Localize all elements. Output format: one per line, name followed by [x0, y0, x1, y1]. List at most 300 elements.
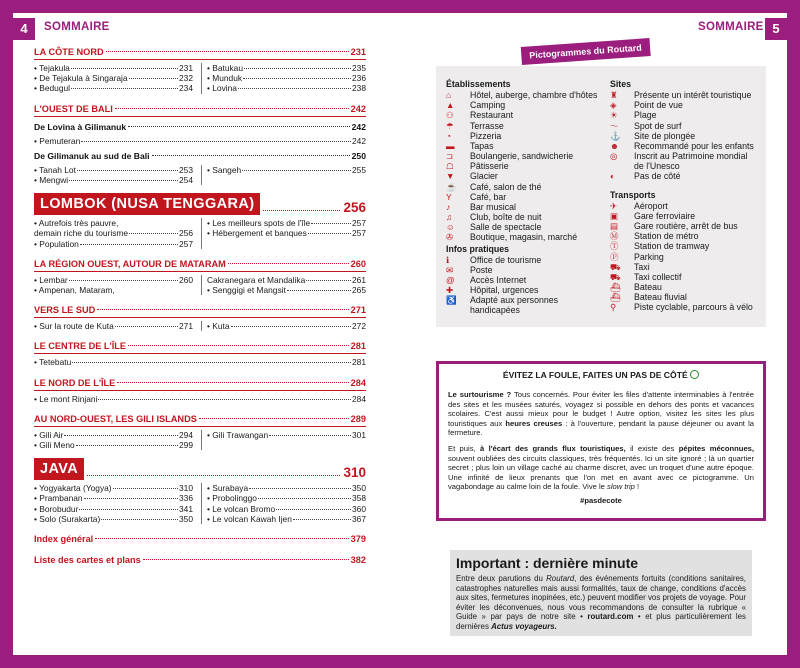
toc-entry-label: • Ampenan, Mataram,: [34, 285, 115, 296]
entry-columns: [34, 483, 366, 524]
legend-row: [610, 151, 770, 161]
pictogram-icon: ☻: [610, 140, 619, 151]
legend-label: Piste cyclable, parcours à vélo: [634, 302, 753, 313]
toc-entry-page: 254: [179, 175, 193, 186]
important-title: Important : dernière minute: [456, 555, 639, 571]
pas-de-cote-icon: [690, 370, 699, 379]
dot-leader: [128, 126, 349, 127]
legend-label: Salle de spectacle: [470, 222, 542, 233]
toc-entry-page: 350: [179, 513, 193, 524]
avoid-crowds-paragraph-2: Et puis, à l'écart des grands flux touristiques, il existe des pépites méconnues, souvent oubliées des circuits classiques, très fréquentés. Ici un site ignoré ; là un quartier secret ; plus loin un village caché au charme discret, avec un troquet d'une autre époque. Une infinité de lieux prenants que l'on met en avant avec ce pictogramme. Un vagabondage au calme loin de la foule. Vive le slow trip !: [448, 444, 755, 492]
toc-entry[interactable]: [34, 493, 193, 503]
legend-row: [446, 121, 610, 131]
legend-row: [610, 121, 770, 131]
toc-entry[interactable]: [207, 321, 366, 331]
toc-entry-label: • Mengwi: [34, 175, 69, 186]
legend-row: [446, 141, 610, 151]
heading-page: 281: [350, 341, 366, 352]
legend-row: [446, 265, 610, 275]
pictogram-icon: Ⓟ: [610, 251, 619, 262]
entry-column: [201, 321, 366, 331]
top-border: [400, 0, 800, 13]
heading-label: LA RÉGION OUEST, AUTOUR DE MATARAM: [34, 258, 226, 269]
left-border: [0, 0, 13, 668]
entry-column: [201, 483, 366, 524]
toc-entry[interactable]: [207, 493, 366, 503]
legend-row: [610, 292, 770, 302]
toc-entry[interactable]: [34, 321, 193, 331]
legend-row: [446, 161, 610, 171]
dot-leader: [106, 51, 349, 52]
pictogram-icon: ▲: [446, 100, 455, 111]
legend-label: de l'Unesco: [634, 161, 680, 172]
pictogram-icon: ♪: [446, 201, 451, 212]
toc-entry[interactable]: [207, 430, 366, 440]
pictogram-icon: ⛟: [610, 271, 621, 282]
legend-label: Gare ferroviaire: [634, 210, 696, 221]
pictogram-icon: Ⓣ: [610, 241, 619, 252]
toc-entry-page: 271: [179, 321, 193, 332]
dot-leader: [258, 498, 351, 499]
dot-leader: [84, 498, 178, 499]
toc-entry[interactable]: [34, 514, 193, 524]
toc-entry-label: Cakranegara et Mandalika: [207, 274, 306, 285]
toc-entry-page: 301: [352, 429, 366, 440]
legend-row: [610, 221, 770, 231]
pictogram-icon: ◔: [446, 130, 452, 141]
heading-label: De Gilimanuk au sud de Bali: [34, 150, 150, 161]
toc-entry-label: • Gili Meno: [34, 440, 75, 451]
toc-entry-label: • Lovina: [207, 83, 237, 94]
toc-entry[interactable]: [207, 218, 366, 228]
toc-entry-label: • Tetebatu: [34, 357, 72, 368]
toc-entry[interactable]: [34, 357, 366, 367]
toc-entry-page: 358: [352, 493, 366, 504]
dot-leader: [115, 326, 178, 327]
toc-entry-page: 310: [179, 483, 193, 494]
legend-row: [446, 295, 610, 305]
dot-leader: [293, 519, 351, 520]
pictogram-legend: [446, 79, 770, 316]
toc-entry-label: • Sur la route de Kuta: [34, 321, 114, 332]
legend-row: [610, 272, 770, 282]
pictogram-icon: ⛴: [610, 292, 621, 303]
pictogram-icon: ☺: [446, 222, 455, 233]
legend-row: [446, 90, 610, 100]
legend-label: Adapté aux personnes: [470, 295, 559, 306]
dot-leader: [199, 418, 349, 419]
heading-page: 284: [350, 377, 366, 388]
legend-row: [610, 141, 770, 151]
legend-row: [610, 100, 770, 110]
pictogram-icon: Y: [446, 191, 452, 202]
legend-label: Taxi: [634, 261, 650, 272]
section-rule: [34, 59, 366, 60]
pictogram-icon: ⚓: [610, 130, 621, 141]
toc-entry-label: • Prambanan: [34, 493, 83, 504]
toc-entry-label: • Gili Air: [34, 429, 64, 440]
toc-entry-page: 238: [352, 83, 366, 94]
toc-entry-label: • Le volcan Bromo: [207, 503, 276, 514]
toc-entry[interactable]: [34, 430, 193, 440]
toc-entry[interactable]: [34, 275, 193, 285]
toc-entry-page: 284: [352, 393, 366, 404]
pictogram-icon: ▬: [446, 140, 455, 151]
toc-entry[interactable]: [34, 504, 193, 514]
legend-row: [610, 241, 770, 251]
toc-entry[interactable]: [207, 514, 366, 524]
dot-leader: [101, 519, 178, 520]
legend-row: [610, 110, 770, 120]
toc-entry-label: • Surabaya: [207, 483, 249, 494]
pictogram-icon: ◐: [610, 171, 616, 182]
pictogram-icon: ☂: [446, 120, 454, 131]
legend-label: Point de vue: [634, 100, 683, 111]
avoid-crowds-box: [436, 361, 766, 521]
toc-entry[interactable]: [34, 165, 193, 175]
toc-entry[interactable]: [34, 63, 193, 73]
toc-entry-page: 261: [352, 274, 366, 285]
legend-label: Poste: [470, 264, 493, 275]
entry-column: [201, 63, 366, 94]
toc-entry[interactable]: [207, 483, 366, 493]
toc-entry-label: • Gili Trawangan: [207, 429, 269, 440]
table-of-contents: [34, 44, 366, 566]
important-text: Entre deux parutions du Routard, des événements fortuits (conditions sanitaires, catastrophes naturelles mais aussi formalités, taux de change, conditions d'accès aux sites, fermetures inopinées, etc.) peuvent modifier vos projets de voyage. Pour éviter les déconvenues, nous vous recommandons de consulter la rubrique « Guide » par pays de notre site • routard.com • et plus particulièrement les dernières Actus voyageurs.: [456, 574, 746, 631]
legend-label: Aéroport: [634, 200, 668, 211]
region-title-page: 310: [343, 465, 366, 481]
legend-row: [610, 302, 770, 312]
dot-leader: [71, 68, 178, 69]
toc-entry-page: 255: [352, 164, 366, 175]
toc-entry-page: 234: [179, 83, 193, 94]
legend-column-left: [446, 79, 610, 316]
heading-page: 382: [350, 555, 366, 566]
dot-leader: [87, 475, 340, 476]
toc-entry[interactable]: [207, 504, 366, 514]
pictogram-icon: ℹ: [446, 254, 450, 265]
heading-page: 242: [350, 103, 366, 114]
toc-entry[interactable]: [34, 83, 193, 93]
dot-leader: [263, 210, 340, 211]
legend-label: Pâtisserie: [470, 161, 509, 172]
dot-leader: [129, 233, 178, 234]
legend-label: Spot de surf: [634, 120, 682, 131]
toc-entry-label: • Sangeh: [207, 164, 242, 175]
section-heading[interactable]: [34, 411, 366, 425]
heading-label: L'OUEST DE BALI: [34, 103, 113, 114]
dot-leader: [95, 538, 348, 539]
legend-row: [610, 231, 770, 241]
toc-entry-page: 236: [352, 73, 366, 84]
pictogram-icon: ♜: [610, 90, 618, 101]
toc-entry[interactable]: [34, 218, 193, 228]
heading-label: De Lovina à Gilimanuk: [34, 121, 127, 132]
dot-leader: [242, 170, 351, 171]
dot-leader: [115, 108, 349, 109]
legend-label: Club, boîte de nuit: [470, 212, 542, 223]
entry-column: [201, 430, 366, 450]
heading-page: 260: [350, 258, 366, 269]
pictogram-title: Pictogrammes du Routard: [521, 38, 650, 65]
toc-entry-page: 265: [352, 285, 366, 296]
entry-single: [34, 136, 366, 146]
toc-entry-page: 281: [352, 357, 366, 368]
pictogram-icon: ✇: [446, 232, 454, 243]
section-heading[interactable]: [34, 531, 366, 545]
section-rule: [34, 271, 366, 272]
toc-entry-label: • Le volcan Kawah Ijen: [207, 513, 292, 524]
entry-column: [34, 275, 199, 295]
legend-row: [446, 202, 610, 212]
toc-entry[interactable]: [207, 83, 366, 93]
toc-entry-label: • Pemuteran: [34, 135, 81, 146]
group-etablissements-title: Établissements: [446, 79, 511, 89]
legend-label: Taxi collectif: [634, 271, 682, 282]
entry-column: [34, 63, 199, 94]
pictogram-icon: ▤: [610, 221, 619, 232]
legend-row: [446, 131, 610, 141]
legend-row: [610, 171, 770, 181]
legend-label: Restaurant: [470, 110, 514, 121]
legend-label: Tapas: [470, 140, 494, 151]
toc-entry[interactable]: [207, 228, 366, 238]
section-heading[interactable]: [34, 44, 366, 58]
legend-row: [446, 222, 610, 232]
legend-label: Camping: [470, 100, 506, 111]
heading-label: Index général: [34, 534, 94, 545]
infos-list: [446, 255, 610, 316]
legend-label: Terrasse: [470, 120, 504, 131]
toc-entry-label: • Kuta: [207, 321, 230, 332]
entry-column: [201, 165, 366, 185]
legend-label: Présente un intérêt touristique: [634, 90, 752, 101]
toc-entry[interactable]: [34, 73, 193, 83]
entry-columns: [34, 275, 366, 295]
legend-row: [610, 282, 770, 292]
dot-leader: [244, 68, 351, 69]
heading-page: 231: [350, 47, 366, 57]
region-title-label: JAVA: [34, 458, 84, 480]
legend-row: [610, 90, 770, 100]
dot-leader: [311, 223, 351, 224]
section-heading[interactable]: [34, 375, 366, 389]
avoid-crowds-title: ÉVITEZ LA FOULE, FAITES UN PAS DE CÔTÉ: [448, 370, 754, 380]
transports-list: [610, 201, 770, 313]
sites-list: [610, 90, 770, 181]
heading-page: 379: [350, 534, 366, 545]
entry-column: [34, 321, 199, 331]
legend-label: Bateau fluvial: [634, 292, 687, 303]
section-heading[interactable]: [34, 552, 366, 566]
legend-label: Gare routière, arrêt de bus: [634, 221, 738, 232]
toc-entry[interactable]: [34, 483, 193, 493]
section-rule: [34, 116, 366, 117]
toc-entry-page: 341: [179, 503, 193, 514]
heading-label: LA CÔTE NORD: [34, 47, 104, 57]
right-border: [787, 0, 800, 668]
legend-label: Boutique, magasin, marché: [470, 232, 578, 243]
entry-columns: [34, 63, 366, 94]
toc-entry-label: • Munduk: [207, 73, 243, 84]
dot-leader: [306, 280, 351, 281]
toc-entry[interactable]: [34, 394, 366, 404]
bottom-border: [400, 655, 800, 668]
bottom-border: [0, 655, 400, 668]
dot-leader: [238, 88, 351, 89]
entry-columns: [34, 321, 366, 331]
legend-label: Inscrit au Patrimoine mondial: [634, 151, 748, 162]
toc-entry-page: 242: [352, 135, 366, 146]
toc-entry[interactable]: [207, 63, 366, 73]
region-title[interactable]: [34, 458, 366, 480]
toc-entry-label: • Borobudur: [34, 503, 79, 514]
toc-entry-page: 350: [352, 483, 366, 494]
dot-leader: [76, 445, 178, 446]
entry-single: [34, 394, 366, 404]
dot-leader: [128, 345, 349, 346]
legend-label: Pizzeria: [470, 130, 502, 141]
pictogram-icon: ☕: [446, 181, 457, 192]
legend-row: [446, 232, 610, 242]
dot-leader: [80, 244, 178, 245]
dot-leader: [69, 280, 178, 281]
legend-label: Pas de côté: [634, 171, 681, 182]
dot-leader: [98, 399, 351, 400]
legend-label: handicapées: [470, 305, 520, 316]
region-title[interactable]: [34, 193, 366, 215]
toc-entry-label: • Solo (Surakarta): [34, 513, 101, 524]
dot-leader: [228, 263, 349, 264]
region-title-page: 256: [343, 200, 366, 216]
legend-row: [610, 211, 770, 221]
entry-column: [34, 165, 199, 185]
pictogram-icon: ☀: [610, 110, 618, 121]
dot-leader: [152, 155, 350, 156]
dot-leader: [71, 88, 178, 89]
toc-entry[interactable]: [34, 440, 193, 450]
pictogram-icon: ♿: [446, 295, 457, 306]
dot-leader: [276, 509, 351, 510]
dot-leader: [129, 78, 178, 79]
toc-entry-page: 294: [179, 429, 193, 440]
dot-leader: [97, 309, 348, 310]
toc-entry-label: • Les meilleurs spots de l'île: [207, 218, 311, 229]
avoid-crowds-paragraph-1: Le surtourisme ? Tous concernés. Pour éviter les files d'attente interminables à l'entrée des sites et les musées saturés, voyagez si possible en dehors des ponts et vacances scolaires. C'est aussi mieux pour le budget ! Autre option, visitez les sites les plus touristiques aux heures creuses : à l'ouverture, pendant la pause déjeuner ou avant la fermeture.: [448, 390, 754, 438]
dot-leader: [143, 559, 349, 560]
heading-label: LE NORD DE L'ÎLE: [34, 377, 116, 388]
section-heading[interactable]: [34, 302, 366, 316]
dot-leader: [72, 362, 351, 363]
toc-entry[interactable]: [34, 239, 193, 249]
toc-entry[interactable]: [207, 165, 366, 175]
dot-leader: [243, 78, 351, 79]
toc-entry-page: 367: [352, 513, 366, 524]
entry-single: [34, 357, 366, 367]
dot-leader: [287, 290, 351, 291]
legend-label: Site de plongée: [634, 130, 696, 141]
heading-page: 289: [350, 413, 366, 424]
toc-entry-label: • Population: [34, 238, 79, 249]
toc-entry-label: • De Tejakula à Singaraja: [34, 73, 128, 84]
toc-entry-page: 336: [179, 493, 193, 504]
legend-label: Parking: [634, 251, 664, 262]
entry-column: [34, 483, 199, 524]
entry-column: [201, 218, 366, 249]
toc-entry[interactable]: [34, 228, 193, 238]
legend-row: [610, 252, 770, 262]
toc-entry-page: 257: [352, 218, 366, 229]
pictogram-icon: @: [446, 274, 455, 285]
pictogram-icon: ▣: [610, 210, 619, 221]
section-heading[interactable]: [34, 101, 366, 115]
pictogram-icon: ⊐: [446, 151, 454, 162]
pictogram-icon: ☖: [446, 161, 454, 172]
toc-entry-label: • Senggigi et Mangsit: [207, 285, 286, 296]
pictogram-icon: Ⓜ: [610, 231, 619, 242]
legend-label: Station de métro: [634, 231, 699, 242]
toc-entry[interactable]: [207, 285, 366, 295]
legend-row: [610, 131, 770, 141]
dot-leader: [79, 509, 178, 510]
hashtag: #pasdecote: [580, 496, 622, 506]
pictogram-icon: ♫: [446, 212, 453, 223]
heading-label: AU NORD-OUEST, LES GILI ISLANDS: [34, 413, 197, 424]
pictogram-icon: ✈: [610, 200, 618, 211]
legend-row: [610, 262, 770, 272]
legend-label: Café, salon de thé: [470, 181, 542, 192]
toc-entry[interactable]: [34, 175, 193, 185]
pictogram-icon: ⚲: [610, 302, 617, 313]
toc-entry-label: • Lembar: [34, 274, 68, 285]
page-header: SOMMAIRE: [44, 21, 110, 33]
important-box: [450, 550, 752, 636]
legend-row: [446, 305, 610, 315]
toc-entry[interactable]: [207, 275, 366, 285]
legend-label: Office de tourisme: [470, 254, 542, 265]
pictogram-icon: ▼: [446, 171, 455, 182]
toc-entry[interactable]: [34, 285, 193, 295]
page-header: SOMMAIRE: [698, 21, 764, 33]
toc-entry[interactable]: [207, 73, 366, 83]
section-heading[interactable]: [34, 338, 366, 352]
legend-row: [446, 171, 610, 181]
section-heading[interactable]: [34, 256, 366, 270]
legend-row: [446, 285, 610, 295]
legend-row: [446, 255, 610, 265]
subsection-heading[interactable]: [34, 151, 366, 162]
toc-entry-label: • Le mont Rinjani: [34, 393, 98, 404]
pictogram-icon: ⌂: [446, 90, 452, 101]
pictogram-icon: ✚: [446, 285, 454, 296]
subsection-heading[interactable]: [34, 122, 366, 133]
toc-entry[interactable]: [34, 136, 366, 146]
heading-label: VERS LE SUD: [34, 305, 96, 316]
toc-entry-page: 299: [179, 440, 193, 451]
legend-row: [446, 151, 610, 161]
entry-columns: [34, 218, 366, 249]
pictogram-icon: [446, 305, 470, 315]
toc-entry-page: 260: [179, 274, 193, 285]
toc-entry-page: 360: [352, 503, 366, 514]
pictogram-icon: ◈: [610, 100, 617, 111]
legend-label: Bateau: [634, 281, 662, 292]
dot-leader: [308, 233, 351, 234]
section-rule: [34, 390, 366, 391]
pictogram-icon: ⛟: [610, 261, 621, 272]
region-title-label: LOMBOK (NUSA TENGGARA): [34, 193, 260, 215]
pictogram-icon: 〜: [610, 120, 619, 131]
